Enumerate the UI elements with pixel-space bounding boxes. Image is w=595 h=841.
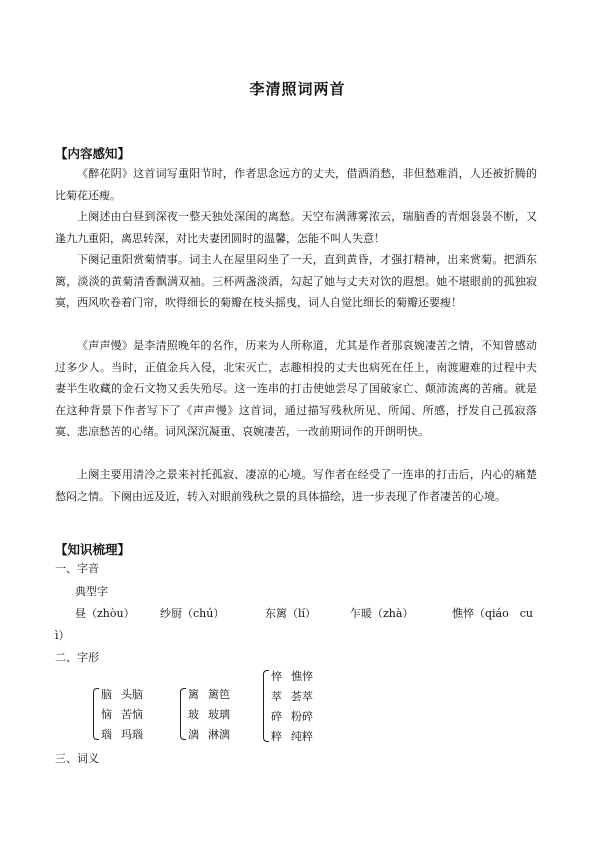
glyph-row: 玻 玻璃 <box>188 708 230 721</box>
brace-icon <box>263 670 269 742</box>
pinyin-item-2: 纱厨（chú） <box>160 607 225 620</box>
glyph-row: 恼 苦恼 <box>101 708 143 721</box>
paragraph-4: 《声声慢》是李清照晚年的名作，历来为人所称道，尤其是作者那哀婉凄苦之情，不知曾感动过多少人。当时，正值金兵入侵，北宋灭亡，志趣相投的丈夫也病死在任上，南渡避难的过程中夫妻半生收藏的金石文物又丢失殆尽。这一连串的打击使她尝尽了国破家亡、颠沛流离的苦痛。就是在这种背景下作者写下了《声声慢》这首词，通过描写残秋所见、所闻、所感，抒发自己孤寂落寞、悲凉愁苦的心绪。词风深沉凝重、哀婉凄苦，一改前期词作的开朗明快。 <box>55 339 537 438</box>
section-heading-content: 【内容感知】 <box>55 146 131 161</box>
pinyin-item-5: 憔悴（qiáo cu <box>452 607 533 620</box>
glyph-group-2 <box>180 686 270 742</box>
glyph-row: 瑙 玛瑙 <box>101 728 143 741</box>
pinyin-item-4: 乍暖（zhà） <box>350 607 414 620</box>
glyph-group-3 <box>263 668 353 744</box>
pinyin-item-3: 东篱（lí） <box>265 607 317 620</box>
glyph-row: 篱 篱笆 <box>188 688 230 701</box>
sublabel-typical-chars: 典型字 <box>75 585 108 598</box>
paragraph-2: 上阕述由白昼到深夜一整天独处深闺的离愁。天空布满薄雾浓云，瑞脑香的青烟袅袅不断，又逢九九重阳，离思转深，对比夫妻团圆时的温馨，怎能不叫人失意！ <box>55 210 537 245</box>
glyph-row: 萃 荟萃 <box>271 690 313 703</box>
part-label-pronunciation: 一、字音 <box>55 562 99 575</box>
paragraph-5: 上阕主要用清冷之景来衬托孤寂、凄凉的心境。写作者在经受了一连串的打击后，内心的痛楚愁闷之情。下阕由远及近，转入对眼前残秋之景的具体描绘，进一步表现了作者凄苦的心境。 <box>55 468 537 503</box>
part-label-glyph: 二、字形 <box>55 651 99 664</box>
glyph-group-1 <box>93 686 183 742</box>
part-label-meaning: 三、词义 <box>55 752 99 765</box>
glyph-row: 粹 纯粹 <box>271 730 313 743</box>
glyph-row: 悴 憔悴 <box>271 670 313 683</box>
brace-icon <box>180 688 186 740</box>
brace-icon <box>93 688 99 740</box>
paragraph-1: 《醉花阴》这首词写重阳节时，作者思念远方的丈夫，借酒消愁，非但愁难消，人还被折腾的比菊花还瘦。 <box>55 167 537 202</box>
glyph-row: 脑 头脑 <box>101 688 143 701</box>
paragraph-3: 下阕记重阳赏菊情事。词主人在屋里闷坐了一天，直到黄昏，才强打精神，出来赏菊。把酒东篱，淡淡的黄菊清香飘满双袖。三杯两盏淡酒，勾起了她与丈夫对饮的遐想。她不堪眼前的孤独寂寞，西风吹卷着门帘，吹得细长的菊瓣在枝头摇曳，词人自觉比细长的菊瓣还要瘦！ <box>55 253 537 309</box>
glyph-row: 碎 粉碎 <box>271 710 313 723</box>
page-title: 李清照词两首 <box>249 80 346 98</box>
section-heading-knowledge: 【知识梳理】 <box>55 542 131 557</box>
glyph-row: 漓 淋漓 <box>188 728 230 741</box>
pinyin-item-1: 昼（zhòu） <box>75 607 135 620</box>
pinyin-item-5-wrap: ì） <box>55 629 70 642</box>
